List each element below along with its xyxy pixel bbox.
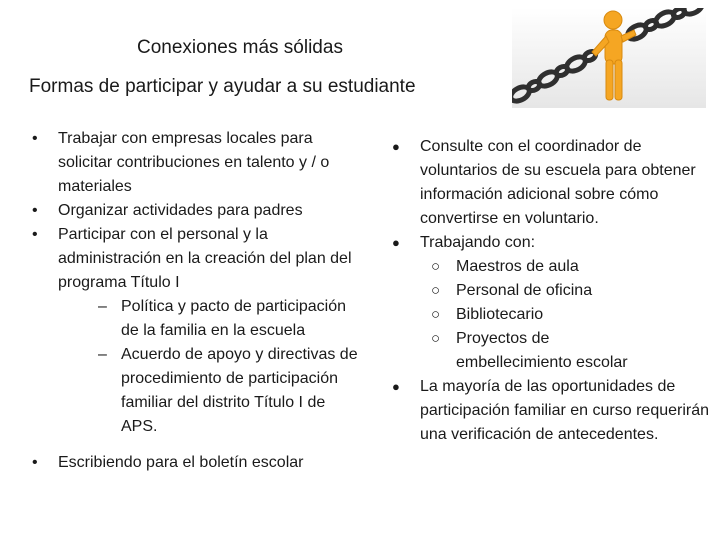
- sub-list-item: [30, 343, 360, 439]
- circle-marker: ○: [431, 258, 441, 275]
- list-item-text: Organizar actividades para padres: [58, 202, 303, 219]
- list-item-text: Personal de oficina: [456, 282, 593, 299]
- bullet-marker: •: [32, 454, 38, 471]
- sub-list-item: [392, 327, 717, 375]
- circle-marker: ○: [431, 306, 441, 323]
- list-item: [30, 199, 360, 223]
- list-item-text: La mayoría de las oportunidades de participación familiar en curso requerirán una verificación de antecedentes.: [420, 378, 710, 443]
- list-item-text: Acuerdo de apoyo y directivas de procedimiento de participación familiar del distrito Título I de APS.: [121, 346, 358, 435]
- list-item: [30, 451, 360, 475]
- bullet-marker: •: [32, 226, 38, 243]
- right-bullet-list: [392, 135, 717, 447]
- circle-marker: ○: [431, 330, 441, 347]
- sub-list-item: [392, 303, 717, 327]
- sub-list-item: [30, 295, 360, 343]
- list-item-text: Escribiendo para el boletín escolar: [58, 454, 304, 471]
- sub-list-item: [392, 255, 717, 279]
- list-item-text: Participar con el personal y la administración en la creación del plan del programa Título I: [58, 226, 352, 291]
- list-item-text: Política y pacto de participación de la familia en la escuela: [121, 298, 347, 339]
- right-column: [392, 135, 717, 447]
- page-title: Conexiones más sólidas: [137, 37, 343, 58]
- left-column: [30, 127, 360, 475]
- list-item: [392, 231, 717, 255]
- dash-marker: –: [98, 346, 107, 363]
- page-subtitle: Formas de participar y ayudar a su estudiante: [29, 76, 416, 97]
- chain-figure-illustration: [512, 8, 706, 108]
- sub-list-item: [392, 279, 717, 303]
- dot-marker: ●: [392, 235, 400, 250]
- list-item: [392, 135, 717, 231]
- list-item: [392, 375, 717, 447]
- list-item-text: Bibliotecario: [456, 306, 544, 323]
- list-item-text: Consulte con el coordinador de voluntarios de su escuela para obtener información adicional sobre cómo convertirse en voluntario.: [420, 138, 696, 227]
- dot-marker: ●: [392, 139, 400, 154]
- list-item: [30, 127, 360, 199]
- bullet-marker: •: [32, 202, 38, 219]
- dot-marker: ●: [392, 379, 400, 394]
- list-item-text: Trabajando con:: [420, 234, 536, 251]
- list-item-text: Trabajar con empresas locales para solicitar contribuciones en talento y / o materiales: [58, 130, 330, 195]
- list-item-text: Proyectos de embellecimiento escolar: [456, 330, 628, 371]
- list-item: [30, 223, 360, 295]
- dash-marker: –: [98, 298, 107, 315]
- circle-marker: ○: [431, 282, 441, 299]
- left-bullet-list: [30, 127, 360, 475]
- bullet-marker: •: [32, 130, 38, 147]
- list-item-text: Maestros de aula: [456, 258, 579, 275]
